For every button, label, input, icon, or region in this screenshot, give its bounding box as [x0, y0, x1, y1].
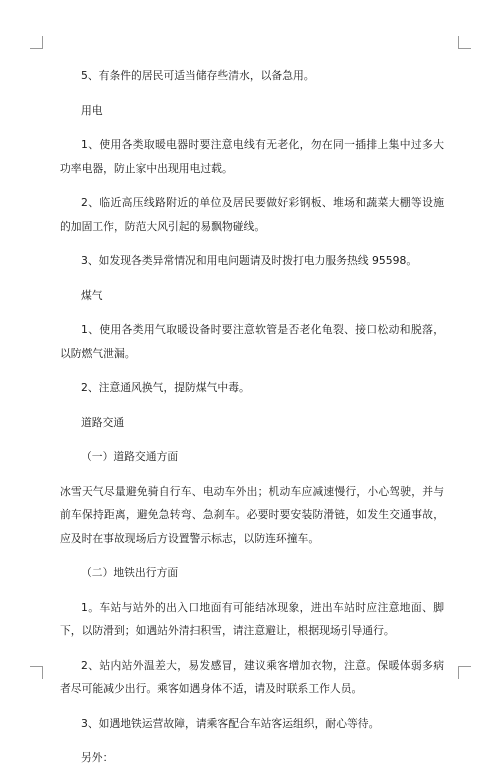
- crop-mark-bottom-left: [30, 666, 43, 679]
- paragraph: 冰雪天气尽量避免骑自行车、电动车外出；机动车应减速慢行，小心驾驶，并与前车保持距离，避免急转弯、急刹车。必要时要安装防滑链，如发生交通事故，应及时在事故现场后方设置警示标志，以防连环撞车。: [60, 484, 444, 545]
- section-heading: 煤气: [81, 288, 103, 302]
- crop-mark-top-left: [30, 36, 43, 49]
- paragraph: 3、如发现各类异常情况和用电问题请及时拨打电力服务热线 95598。: [81, 254, 418, 267]
- paragraph: 1。车站与站外的出入口地面有可能结冰现象，进出车站时应注意地面、脚下，以防滑到；如遇站外清扫积雪，请注意避让，根据现场引导通行。: [60, 600, 444, 637]
- paragraph: 5、有条件的居民可适当储存些清水，以备急用。: [81, 69, 315, 82]
- paragraph: 2、站内站外温差大，易发感冒，建议乘客增加衣物，注意。保暖体弱多病者尽可能减少出行。乘客如遇身体不适，请及时联系工作人员。: [60, 658, 444, 695]
- subsection-heading: （二）地铁出行方面: [81, 566, 179, 579]
- section-heading: 用电: [81, 103, 103, 117]
- document-body: [60, 64, 444, 781]
- crop-mark-bottom-right: [458, 666, 471, 679]
- section-heading: 道路交通: [81, 415, 125, 429]
- closing-heading: 另外：: [81, 751, 114, 764]
- paragraph: 2、临近高压线路附近的单位及居民要做好彩钢板、堆场和蔬菜大棚等设施的加固工作，防范大风引起的易飘物碰线。: [60, 196, 444, 233]
- crop-mark-top-right: [458, 36, 471, 49]
- paragraph: 2、注意通风换气，提防煤气中毒。: [81, 381, 250, 394]
- paragraph: 1、使用各类取暖电器时要注意电线有无老化，勿在同一插排上集中过多大功率电器，防止家中出现用电过载。: [60, 138, 444, 175]
- paragraph: 1、使用各类用气取暖设备时要注意软管是否老化龟裂、接口松动和脱落，以防燃气泄漏。: [60, 323, 444, 360]
- paragraph: 3、如遇地铁运营故障，请乘客配合车站客运组织，耐心等待。: [81, 716, 380, 730]
- subsection-heading: （一）道路交通方面: [81, 450, 179, 463]
